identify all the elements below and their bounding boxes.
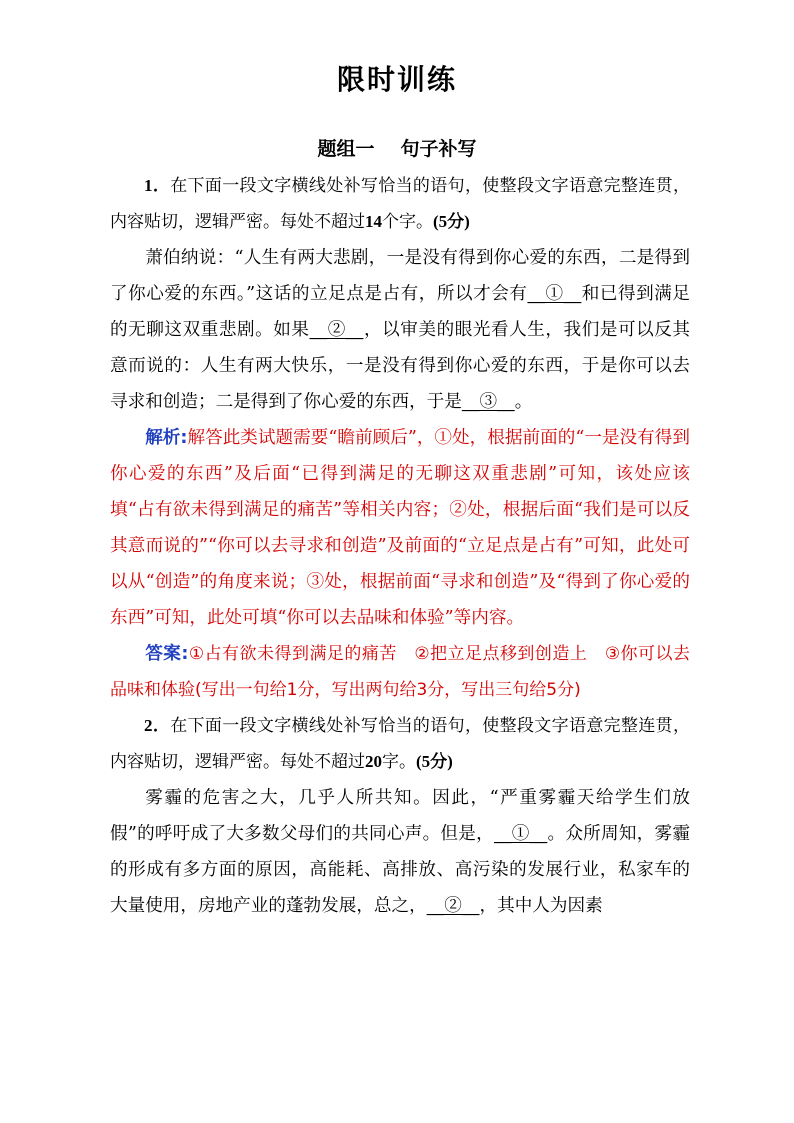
section-name: 句子补写 (400, 138, 477, 160)
question-1-limit: 14 (365, 212, 382, 231)
question-1-passage: 萧伯纳说：“人生有两大悲剧，一是没有得到你心爱的东西，二是得到了你心爱的东西。”这话的立足点是占有，所以才会有__①__和已得到满足的无聊这双重悲剧。如果__②__，以审美的眼光看人生，我们是可以反其意而说的：人生有两大快乐，一是没有得到你心爱的东西，于是你可以去寻求和创造；二是得到了你心爱的东西，于是__③__。 (110, 248, 690, 412)
blank-1: __①__ (527, 284, 582, 304)
question-2-prompt: 2．在下面一段文字横线处补写恰当的语句，使整段文字语意完整连贯，内容贴切，逻辑严密。每处不超过20字。(5分) (110, 716, 691, 772)
analysis-label: 解析: (145, 428, 188, 448)
question-2-limit: 20 (365, 752, 382, 771)
question-2-score: (5分) (416, 752, 453, 771)
section-prefix: 题组一 (317, 138, 375, 160)
blank-2: __②__ (309, 320, 364, 340)
answer-label: 答案: (145, 644, 189, 664)
question-2-number: 2 (144, 716, 153, 735)
question-1-answer: 答案:①占有欲未得到满足的痛苦 ②把立足点移到创造上 ③你可以去品味和体验(写出一句给1分，写出两句给3分，写出三句给5分) (110, 644, 690, 700)
question-1-number: 1 (144, 176, 153, 195)
question-1-analysis: 解析:解答此类试题需要“瞻前顾后”，①处，根据前面的“一是没有得到你心爱的东西”及后面“已得到满足的无聊这双重悲剧”可知，该处应该填“占有欲未得到满足的痛苦”等相关内容；②处，根据后面“我们是可以反其意而说的”“你可以去寻求和创造”及前面的“立足点是占有”可知，此处可以从“创造”的角度来说；③处，根据前面“寻求和创造”及“得到了你心爱的东西”可知，此处可填“你可以去品味和体验”等内容。 (110, 428, 690, 628)
question-1-score: (5分) (433, 212, 470, 231)
blank-3: __③__ (461, 392, 515, 412)
q2-blank-2: __②__ (426, 896, 480, 916)
question-2-passage: 雾霾的危害之大，几乎人所共知。因此，“严重雾霾天给学生们放假”的呼吁成了大多数父母们的共同心声。但是，__①__。众所周知，雾霾的形成有多方面的原因，高能耗、高排放、高污染的发展行业，私家车的大量使用，房地产业的蓬勃发展，总之，__②__，其中人为因素 (110, 788, 690, 916)
document-body (110, 168, 690, 924)
section-heading (0, 134, 794, 161)
page-title: 限时训练 (336, 63, 457, 96)
question-1-prompt: 1．在下面一段文字横线处补写恰当的语句，使整段文字语意完整连贯，内容贴切，逻辑严密。每处不超过14个字。(5分) (110, 176, 691, 232)
q2-blank-1: __①__ (493, 824, 548, 844)
